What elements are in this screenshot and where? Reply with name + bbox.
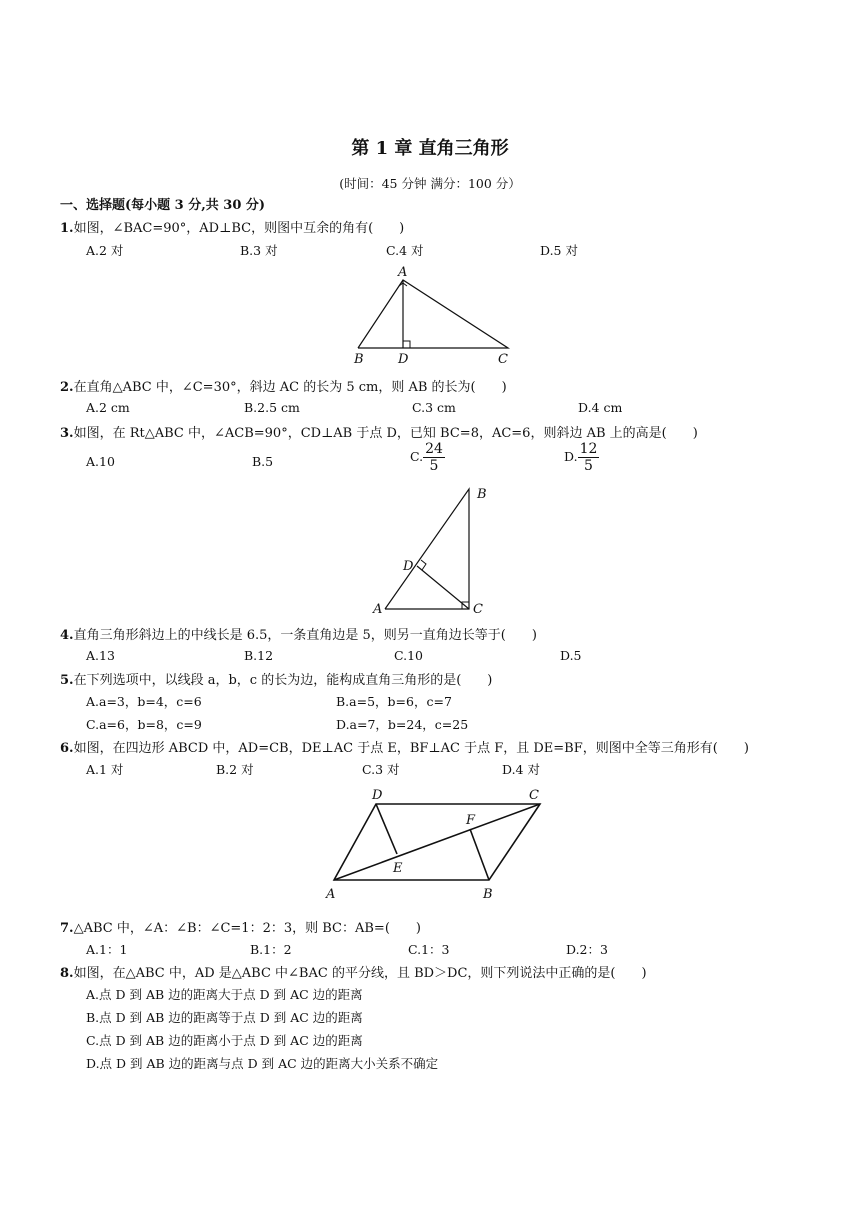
q2-option-a: A.2 cm <box>86 400 130 415</box>
fig6-label-e: E <box>393 861 403 876</box>
q6-option-d: D.4 对 <box>502 762 540 777</box>
q1-option-d: D.5 对 <box>540 243 578 258</box>
question-number: 1. <box>60 221 74 236</box>
q4-option-d: D.5 <box>560 648 582 663</box>
question-number: 6. <box>60 741 74 756</box>
question-number: 8. <box>60 966 74 981</box>
q8-option-a: A.点 D 到 AB 边的距离大于点 D 到 AC 边的距离 <box>86 987 363 1002</box>
question-text: 在下列选项中，以线段 a，b，c 的长为边，能构成直角三角形的是( ) <box>73 673 493 688</box>
fraction-denominator: 5 <box>584 458 593 474</box>
question-text: 如图，∠BAC=90°，AD⊥BC，则图中互余的角有( ) <box>73 221 405 236</box>
fig1-label-a: A <box>398 265 408 280</box>
section-heading: 一、选择题(每小题 3 分,共 30 分) <box>60 198 266 213</box>
question-3 <box>60 422 698 441</box>
fig6-label-c: C <box>529 788 539 803</box>
fraction-numerator: 12 <box>579 441 598 457</box>
q8-option-d: D.点 D 到 AB 边的距离与点 D 到 AC 边的距离大小关系不确定 <box>86 1056 439 1071</box>
fig3-label-c: C <box>473 602 483 617</box>
fig3-label-a: A <box>373 602 383 617</box>
question-number: 4. <box>60 628 74 643</box>
option-letter: D. <box>564 449 578 464</box>
q1-option-c: C.4 对 <box>386 243 424 258</box>
fraction-numerator: 24 <box>425 441 443 457</box>
q5-option-d: D.a=7，b=24，c=25 <box>336 717 469 732</box>
fig1-label-b: B <box>354 352 364 367</box>
question-6 <box>60 737 749 756</box>
q3-option-d <box>564 441 599 474</box>
figure-3-triangle <box>365 480 495 618</box>
q5-option-a: A.a=3，b=4，c=6 <box>86 694 202 709</box>
question-text: △ABC 中，∠A：∠B：∠C=1：2：3，则 BC：AB=( ) <box>73 921 421 936</box>
question-number: 5. <box>60 673 74 688</box>
q4-option-c: C.10 <box>394 648 423 663</box>
q6-option-a: A.1 对 <box>86 762 124 777</box>
q7-option-d: D.2：3 <box>566 942 608 957</box>
figure-1-triangle <box>340 262 530 368</box>
figure-6-quadrilateral <box>320 782 550 904</box>
fig6-label-d: D <box>372 788 383 803</box>
q3-option-a: A.10 <box>86 454 115 469</box>
fig6-label-a: A <box>326 887 336 902</box>
question-number: 2. <box>60 380 74 395</box>
question-text: 直角三角形斜边上的中线长是 6.5，一条直角边是 5，则另一直角边长等于( ) <box>73 628 537 643</box>
question-number: 3. <box>60 426 74 441</box>
fig6-label-b: B <box>483 887 493 902</box>
q4-option-a: A.13 <box>86 648 115 663</box>
q3-option-c <box>410 441 445 474</box>
q7-option-b: B.1：2 <box>250 942 292 957</box>
q5-option-c: C.a=6，b=8，c=9 <box>86 717 202 732</box>
q4-option-b: B.12 <box>244 648 274 663</box>
question-2 <box>60 376 507 395</box>
option-letter: C. <box>410 449 424 464</box>
q3-option-b: B.5 <box>252 454 274 469</box>
question-text: 如图，在 Rt△ABC 中，∠ACB=90°，CD⊥AB 于点 D，已知 BC=8，AC=6，则斜边 AB 上的高是( ) <box>73 426 698 441</box>
fraction-24-5 <box>423 441 445 474</box>
q2-option-c: C.3 cm <box>412 400 456 415</box>
q5-option-b: B.a=5，b=6，c=7 <box>336 694 452 709</box>
question-text: 如图，在△ABC 中，AD 是△ABC 中∠BAC 的平分线，且 BD＞DC，则下列说法中正确的是( ) <box>73 966 647 981</box>
question-4 <box>60 624 537 643</box>
page-title: 第 1 章 直角三角形 <box>351 138 509 159</box>
question-7 <box>60 917 421 936</box>
q8-option-b: B.点 D 到 AB 边的距离等于点 D 到 AC 边的距离 <box>86 1010 363 1025</box>
q2-option-b: B.2.5 cm <box>244 400 300 415</box>
q6-option-c: C.3 对 <box>362 762 400 777</box>
fraction-denominator: 5 <box>429 458 439 474</box>
q1-option-a: A.2 对 <box>86 243 124 258</box>
page-subtitle: (时间：45 分钟 满分：100 分） <box>339 176 521 191</box>
fig6-label-f: F <box>466 813 476 828</box>
fig1-label-d: D <box>398 352 409 367</box>
question-8 <box>60 962 647 981</box>
q7-option-a: A.1：1 <box>86 942 128 957</box>
q1-option-b: B.3 对 <box>240 243 278 258</box>
q8-option-c: C.点 D 到 AB 边的距离小于点 D 到 AC 边的距离 <box>86 1033 363 1048</box>
question-number: 7. <box>60 921 74 936</box>
fig1-label-c: C <box>498 352 508 367</box>
fig3-label-d: D <box>403 559 414 574</box>
fig3-label-b: B <box>477 487 487 502</box>
q7-option-c: C.1：3 <box>408 942 450 957</box>
question-text: 在直角△ABC 中，∠C=30°，斜边 AC 的长为 5 cm，则 AB 的长为( ) <box>73 380 507 395</box>
question-1 <box>60 217 404 236</box>
fraction-12-5 <box>578 441 600 474</box>
question-5 <box>60 669 492 688</box>
q6-option-b: B.2 对 <box>216 762 254 777</box>
question-text: 如图，在四边形 ABCD 中，AD=CB，DE⊥AC 于点 E，BF⊥AC 于点 F，且 DE=BF，则图中全等三角形有( ) <box>73 741 749 756</box>
q2-option-d: D.4 cm <box>578 400 623 415</box>
